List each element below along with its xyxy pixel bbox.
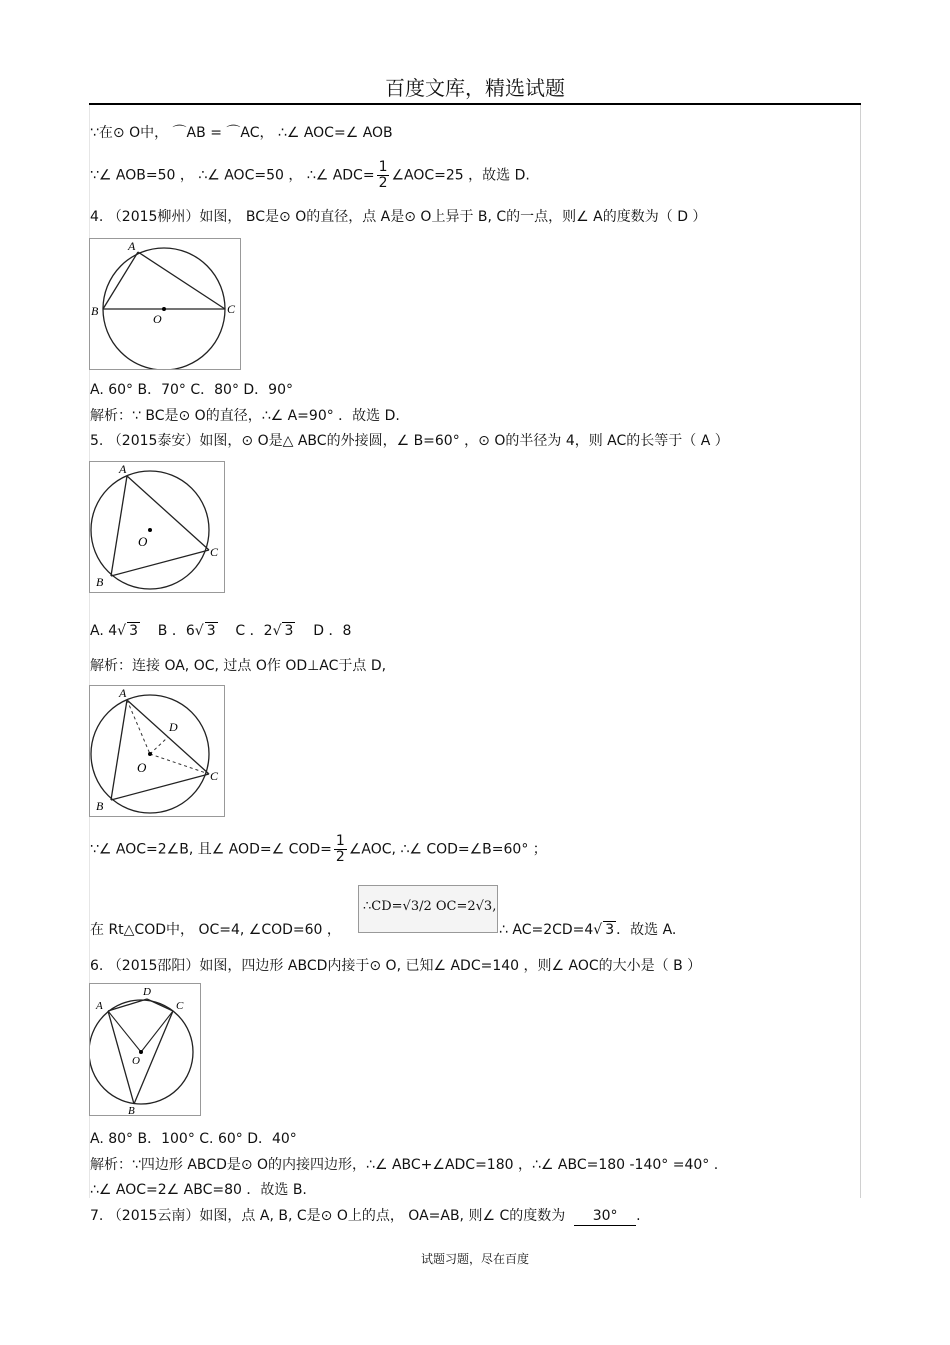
right-margin-line — [860, 105, 861, 1198]
label-c: C — [210, 769, 219, 783]
figure-q5 — [89, 461, 225, 593]
option-c: C ．2 — [235, 623, 273, 639]
question-5-text: 5. （2015泰安）如图，⊙ O是△ ABC的外接圆，∠ B=60° ，⊙ O的半径为 4，则 AC的长等于（ A ） — [90, 433, 729, 449]
question-6-solution-1: 解析：∵四边形 ABCD是⊙ O的内接四边形，∴∠ ABC+∠ADC=180 ，∴∠ ABC=180 -140° =40° . — [90, 1157, 719, 1173]
circle-diagram-q6 — [90, 984, 200, 1115]
sqrt-symbol: √ — [593, 922, 603, 938]
figure-q5-solution — [89, 685, 225, 817]
label-b: B — [96, 799, 104, 813]
sqrt-symbol: √ — [194, 623, 204, 639]
circle-diagram-q4 — [90, 239, 240, 369]
option-b: B ．6 — [157, 623, 195, 639]
sqrt-symbol: √ — [272, 623, 282, 639]
fraction-half: $\frac{1}{2}$ — [378, 159, 388, 191]
sqrt-radicand: 3 — [284, 623, 294, 639]
label-a: A — [119, 462, 127, 476]
label-c: C — [210, 545, 219, 559]
sqrt-radicand: 3 — [605, 922, 615, 938]
page-title: 百度文库，精选试题 — [385, 76, 565, 100]
question-6-solution-2: ∴∠ AOC=2∠ ABC=80 ．故选 B. — [90, 1182, 307, 1198]
label-o: O — [132, 1055, 140, 1067]
question-5-solution-line-3a: 在 Rt△COD中， OC=4, ∠COD=60 ， — [90, 922, 341, 938]
question-6-text: 6. （2015邵阳）如图，四边形 ABCD内接于⊙ O, 已知∠ ADC=140 ，则∠ AOC的大小是（ B ） — [90, 958, 702, 974]
figure-q6 — [89, 983, 201, 1116]
formula-cd-text: ∴CD=√3/2 OC=2√3, — [363, 899, 497, 914]
solution-line-2-part-a: ∵∠ AOB=50 ， ∴∠ AOC=50 ， ∴∠ ADC= — [90, 167, 375, 184]
solution-line-2-part-b: ∠AOC=25 ，故选 D. — [391, 167, 530, 184]
question-5-solution: 解析：连接 OA, OC, 过点 O作 OD⊥AC于点 D, — [90, 658, 387, 674]
circle-diagram-q5 — [90, 462, 224, 592]
label-o: O — [138, 534, 148, 549]
question-4-text: 4. （2015柳州）如图， BC是⊙ O的直径，点 A是⊙ O上异于 B, C的一点，则∠ A的度数为（ D ） — [90, 209, 707, 225]
question-4-solution: 解析：∵ BC是⊙ O的直径，∴∠ A=90° ．故选 D. — [90, 408, 400, 424]
label-b: B — [96, 575, 104, 589]
label-a: A — [96, 1000, 103, 1012]
formula-image-cd — [358, 885, 498, 933]
figure-q4 — [89, 238, 241, 370]
label-c: C — [227, 302, 236, 316]
page-footer: 试题习题，尽在百度 — [420, 1252, 529, 1266]
question-6-options: A. 80° B．100° C. 60° D．40° — [90, 1131, 297, 1147]
label-a: A — [128, 239, 136, 253]
question-5-solution-line-2: ∵∠ AOC=2∠B, 且∠ AOD=∠ COD= $\frac{1}{2}$ ∠AOC, ∴∠ COD=∠B=60° ； — [90, 833, 547, 865]
option-a: A. 4 — [90, 623, 118, 639]
solution-line-2 — [90, 160, 530, 191]
answer-blank: 30° — [574, 1207, 636, 1226]
label-o: O — [137, 760, 147, 775]
label-a: A — [119, 686, 127, 700]
label-c: C — [176, 1000, 184, 1012]
header-divider — [89, 103, 861, 105]
question-7-text: 7. （2015云南）如图，点 A, B, C是⊙ O上的点， OA=AB, 则∠ C的度数为 30° . — [90, 1208, 641, 1224]
question-4-options: A. 60° B．70° C．80° D．90° — [90, 382, 293, 398]
fraction-half: $\frac{1}{2}$ — [335, 833, 345, 865]
question-5-options — [90, 622, 351, 640]
circle-diagram-q5-solution — [90, 686, 224, 816]
label-d: D — [143, 986, 151, 998]
question-5-solution-line-3b: ∴ AC=2CD=4√ 3 ．故选 A. — [499, 922, 677, 938]
sqrt-symbol: √ — [117, 623, 127, 639]
solution-line-1: ∵在⊙ O中， ⌒AB = ⌒AC， ∴∠ AOC=∠ AOB — [90, 125, 393, 141]
sqrt-radicand: 3 — [206, 623, 216, 639]
label-o: O — [153, 312, 162, 326]
label-b: B — [91, 304, 99, 318]
option-d: D ．8 — [313, 623, 352, 639]
label-d: D — [169, 720, 178, 734]
label-b: B — [128, 1105, 135, 1115]
sqrt-radicand: 3 — [129, 623, 138, 639]
